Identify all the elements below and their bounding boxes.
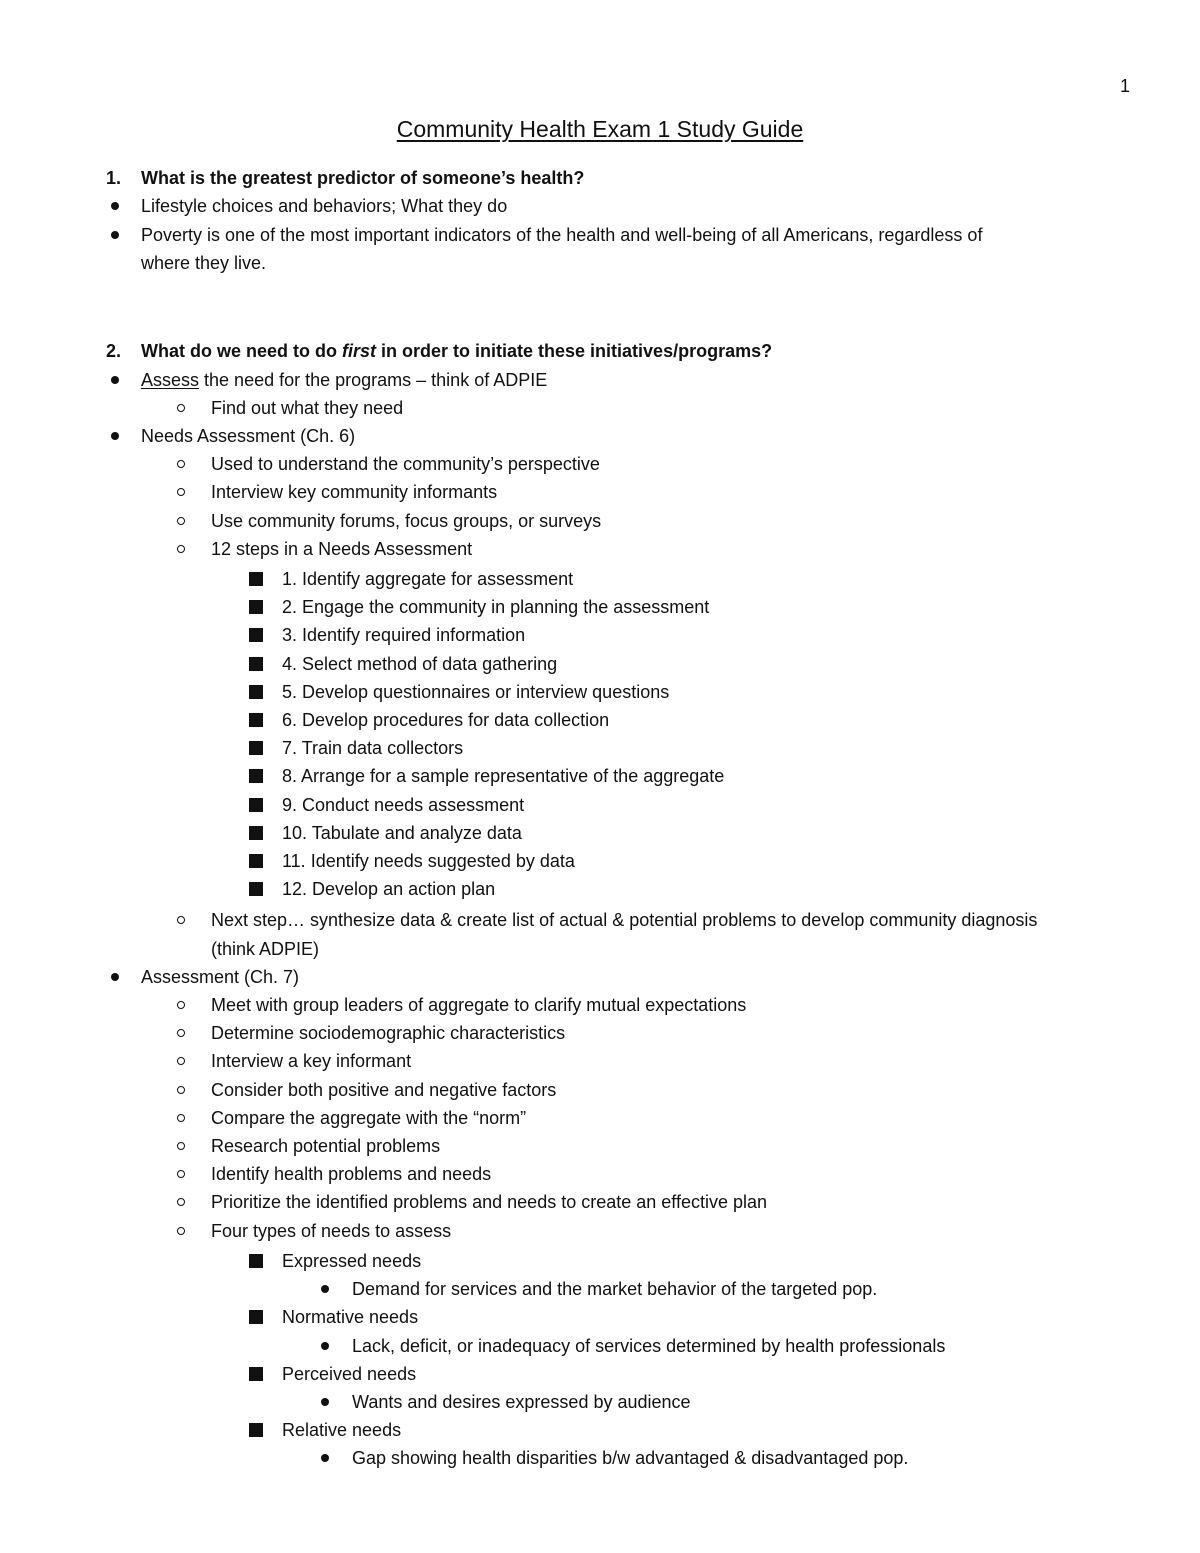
- square-bullet-icon: [249, 600, 263, 614]
- bullet-text: Poverty is one of the most important indicators of the health and well-being of all Americans, regardless of: [141, 225, 983, 245]
- square-bullet-icon: [249, 1367, 263, 1381]
- circle-bullet-icon: [177, 1227, 185, 1235]
- bullet-icon: [321, 1285, 329, 1293]
- square-bullet-icon: [249, 628, 263, 642]
- bullet-text: Demand for services and the market behavior of the targeted pop.: [352, 1279, 878, 1300]
- bullet-icon: [111, 202, 119, 210]
- bullet-icon: [111, 973, 119, 981]
- bullet-text: Normative needs: [282, 1307, 419, 1328]
- square-bullet-icon: [249, 572, 263, 586]
- bullet-text: Gap showing health disparities b/w advantaged & disadvantaged pop.: [352, 1448, 909, 1469]
- square-bullet-icon: [249, 854, 263, 868]
- document-title: Community Health Exam 1 Study Guide: [396, 116, 804, 142]
- bullet-text: 9. Conduct needs assessment: [282, 794, 525, 815]
- bullet-text: Next step… synthesize data & create list of actual & potential problems to develop community diagnosis: [211, 910, 1038, 930]
- bullet-text: 2. Engage the community in planning the assessment: [282, 597, 710, 618]
- bullet-text: Perceived needs: [282, 1363, 417, 1384]
- bullet-text: 12 steps in a Needs Assessment: [211, 538, 473, 559]
- bullet-text: Use community forums, focus groups, or surveys: [211, 510, 602, 531]
- bullet-text: Lack, deficit, or inadequacy of services determined by health professionals: [352, 1335, 946, 1356]
- question-text: What do we need to do first in order to initiate these initiatives/programs?: [141, 341, 773, 361]
- bullet-text: (think ADPIE): [211, 939, 320, 959]
- bullet-text: Compare the aggregate with the “norm”: [211, 1107, 527, 1128]
- bullet-text: Meet with group leaders of aggregate to clarify mutual expectations: [211, 995, 747, 1015]
- bullet-text: Identify health problems and needs: [211, 1164, 492, 1185]
- bullet-text: 10. Tabulate and analyze data: [282, 822, 522, 843]
- bullet-text: Interview key community informants: [211, 482, 498, 503]
- circle-bullet-icon: [177, 1142, 185, 1150]
- bullet-text: Assess the need for the programs – think of ADPIE: [141, 370, 548, 390]
- bullet-text: Consider both positive and negative factors: [211, 1079, 557, 1100]
- bullet-text: Needs Assessment (Ch. 6): [141, 426, 356, 446]
- circle-bullet-icon: [177, 460, 185, 468]
- circle-bullet-icon: [177, 1114, 185, 1122]
- bullet-text: Assessment (Ch. 7): [141, 967, 300, 987]
- circle-bullet-icon: [177, 404, 185, 412]
- bullet-text: Relative needs: [282, 1420, 402, 1441]
- bullet-text: Four types of needs to assess: [211, 1220, 452, 1241]
- bullet-text: 11. Identify needs suggested by data: [282, 851, 575, 871]
- square-bullet-icon: [249, 685, 263, 699]
- bullet-text: Interview a key informant: [211, 1051, 412, 1072]
- circle-bullet-icon: [177, 517, 185, 525]
- bullet-text: where they live.: [141, 253, 267, 273]
- circle-bullet-icon: [177, 1198, 185, 1206]
- circle-bullet-icon: [177, 916, 185, 924]
- circle-bullet-icon: [177, 1001, 185, 1009]
- square-bullet-icon: [249, 713, 263, 727]
- bullet-text: 12. Develop an action plan: [282, 879, 496, 900]
- bullet-icon: [111, 432, 119, 440]
- square-bullet-icon: [249, 1423, 263, 1437]
- bullet-text: Expressed needs: [282, 1251, 422, 1271]
- square-bullet-icon: [249, 826, 263, 840]
- bullet-text: Wants and desires expressed by audience: [352, 1392, 691, 1412]
- page-number: 1: [1119, 76, 1130, 96]
- bullet-text: Prioritize the identified problems and needs to create an effective plan: [211, 1192, 768, 1213]
- question-number: 2.: [106, 341, 122, 361]
- bullet-text: Find out what they need: [211, 398, 404, 418]
- square-bullet-icon: [249, 769, 263, 783]
- bullet-text: 4. Select method of data gathering: [282, 653, 558, 674]
- square-bullet-icon: [249, 882, 263, 896]
- bullet-icon: [321, 1454, 329, 1462]
- bullet-text: 8. Arrange for a sample representative of the aggregate: [282, 766, 725, 787]
- circle-bullet-icon: [177, 545, 185, 553]
- circle-bullet-icon: [177, 1057, 185, 1065]
- bullet-text: Lifestyle choices and behaviors; What they do: [141, 196, 508, 216]
- bullet-icon: [111, 231, 119, 239]
- circle-bullet-icon: [177, 488, 185, 496]
- bullet-text: 5. Develop questionnaires or interview questions: [282, 681, 670, 702]
- emphasis-first: first: [342, 341, 377, 361]
- circle-bullet-icon: [177, 1086, 185, 1094]
- square-bullet-icon: [249, 1310, 263, 1324]
- bullet-icon: [321, 1398, 329, 1406]
- question-number: 1.: [106, 168, 122, 188]
- bullet-icon: [111, 376, 119, 384]
- bullet-text: Used to understand the community’s perspective: [211, 454, 600, 474]
- bullet-text: 6. Develop procedures for data collection: [282, 710, 610, 730]
- square-bullet-icon: [249, 741, 263, 755]
- bullet-icon: [321, 1342, 329, 1350]
- square-bullet-icon: [249, 798, 263, 812]
- bullet-text: 1. Identify aggregate for assessment: [282, 569, 574, 589]
- square-bullet-icon: [249, 1254, 263, 1268]
- square-bullet-icon: [249, 657, 263, 671]
- bullet-text: 7. Train data collectors: [282, 738, 464, 759]
- question-text: What is the greatest predictor of someone’s health?: [141, 168, 585, 188]
- bullet-text: Determine sociodemographic characteristics: [211, 1023, 566, 1044]
- assess-underlined: Assess: [141, 370, 200, 390]
- bullet-text: Research potential problems: [211, 1136, 441, 1156]
- bullet-text: 3. Identify required information: [282, 625, 526, 646]
- circle-bullet-icon: [177, 1029, 185, 1037]
- circle-bullet-icon: [177, 1170, 185, 1178]
